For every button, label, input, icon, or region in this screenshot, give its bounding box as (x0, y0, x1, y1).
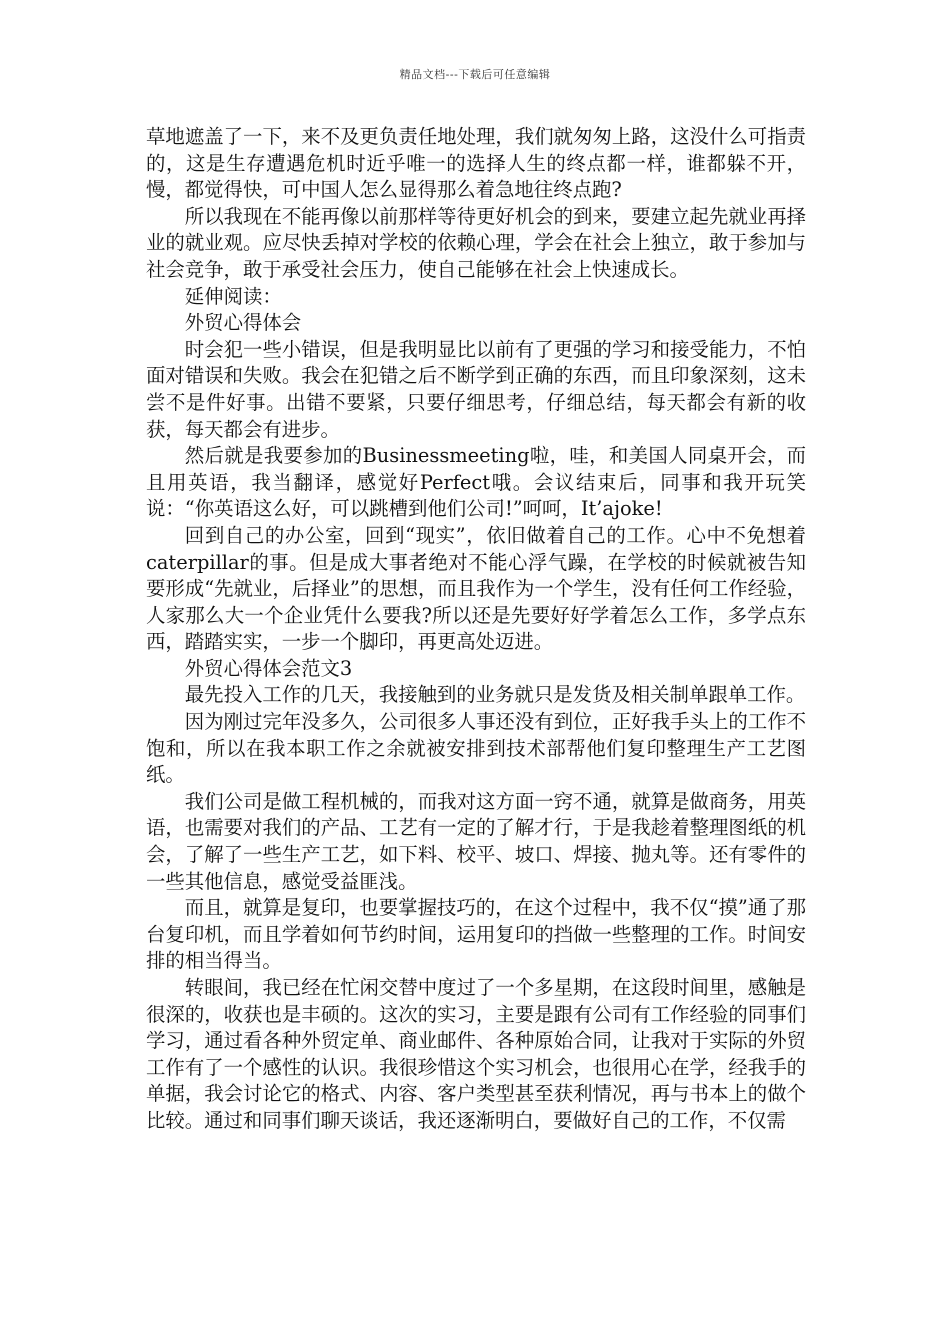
paragraph: 时会犯一些小错误，但是我明显比以前有了更强的学习和接受能力，不怕面对错误和失败。我会在犯错之后不断学到正确的东西，而且印象深刻，这未尝不是件好事。出错不要紧，只要仔细思考，仔细总结，每天都会有新的收获，每天都会有进步。 (146, 337, 806, 441)
paragraph: 因为刚过完年没多久，公司很多人事还没有到位，正好我手头上的工作不饱和，所以在我本职工作之余就被安排到技术部帮他们复印整理生产工艺图纸。 (146, 710, 806, 787)
paragraph: 转眼间，我已经在忙闲交替中度过了一个多星期，在这段时间里，感触是很深的，收获也是丰硕的。这次的实习，主要是跟有公司有工作经验的同事们学习，通过看各种外贸定单、商业邮件、各种原始合同，让我对于实际的外贸工作有了一个感性的认识。我很珍惜这个实习机会，也很用心在学，经我手的单据，我会讨论它的格式、内容、客户类型甚至获利情况，再与书本上的做个比较。通过和同事们聊天谈话，我还逐渐明白，要做好自己的工作，不仅需 (146, 976, 806, 1132)
paragraph: 最先投入工作的几天，我接触到的业务就只是发货及相关制单跟单工作。 (184, 683, 806, 707)
paragraph: 草地遮盖了一下，来不及更负责任地处理，我们就匆匆上路，这没什么可指责的，这是生存遭遇危机时近乎唯一的选择人生的终点都一样，谁都躲不开，慢，都觉得快，可中国人怎么显得那么着急地往终点跑? (146, 125, 806, 202)
paragraph: 回到自己的办公室，回到“现实”，依旧做着自己的工作。心中不免想着caterpillar的事。但是成大事者绝对不能心浮气躁，在学校的时候就被告知要形成“先就业，后择业”的思想，而且我作为一个学生，没有任何工作经验，人家那么大一个企业凭什么要我?所以还是先要好好学着怎么工作，多学点东西，踏踏实实，一步一个脚印，再更高处迈进。 (146, 523, 806, 654)
paragraph: 我们公司是做工程机械的，而我对这方面一窍不通，就算是做商务，用英语，也需要对我们的产品、工艺有一定的了解才行，于是我趁着整理图纸的机会，了解了一些生产工艺，如下料、校平、坡口、焊接、抛丸等。还有零件的一些其他信息，感觉受益匪浅。 (146, 789, 806, 893)
document-body (146, 124, 806, 1135)
paragraph: 然后就是我要参加的Businessmeeting啦，哇，和美国人同桌开会，而且用英语，我当翻译，感觉好Perfect哦。会议结束后，同事和我开玩笑说：“你英语这么好，可以跳槽到他们公司!”呵呵，It’ajoke! (146, 444, 806, 521)
paragraph: 而且，就算是复印，也要掌握技巧的，在这个过程中，我不仅“摸”通了那台复印机，而且学着如何节约时间，运用复印的挡做一些整理的工作。时间安排的相当得当。 (146, 896, 806, 973)
section-title: 外贸心得体会 (184, 311, 302, 335)
page-header: 精品文档---下载后可任意编辑 (399, 68, 551, 81)
paragraph: 延伸阅读： (184, 284, 282, 308)
paragraph: 所以我现在不能再像以前那样等待更好机会的到来，要建立起先就业再择业的就业观。应尽快丢掉对学校的依赖心理，学会在社会上独立，敢于参加与社会竞争，敢于承受社会压力，使自己能够在社会上快速成长。 (146, 204, 806, 281)
section-title: 外贸心得体会范文3 (184, 656, 353, 680)
